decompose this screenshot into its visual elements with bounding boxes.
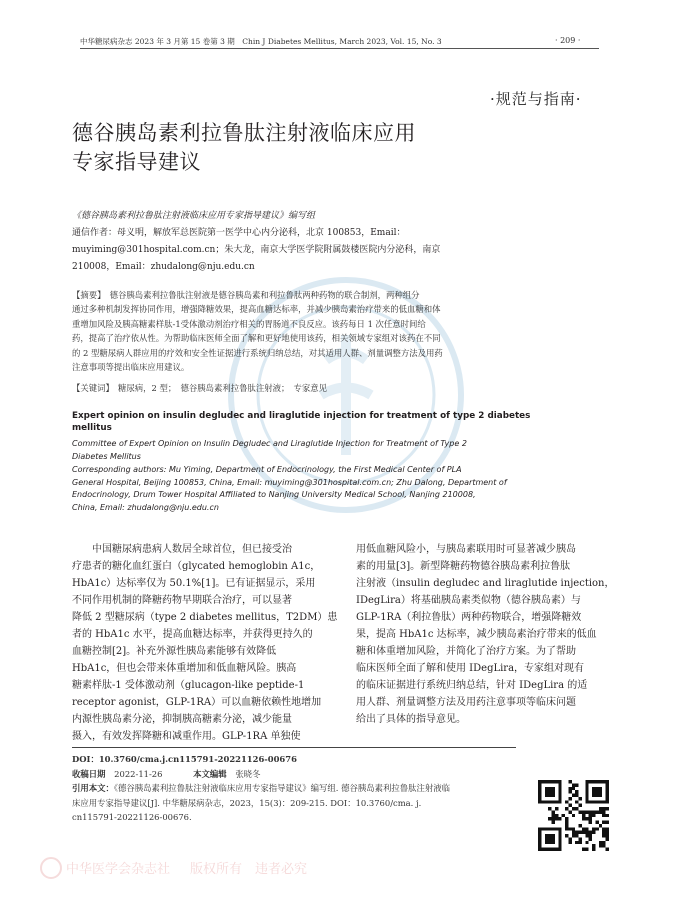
corresponding-en-line: China, Email: zhudalong@nju.edu.cn <box>72 502 219 512</box>
title-line: 德谷胰岛素利拉鲁肽注射液临床应用 <box>72 121 416 145</box>
body-line: receptor agonist，GLP-1RA）可以血糖依赖性地增加 <box>72 697 322 708</box>
corresponding-en-line: General Hospital, Beijing 100853, China, Email: muyiming@301hospital.com.cn; Zhu Dalong, Department of <box>72 477 507 487</box>
body-line: 果，提高 HbA1c 达标率，减少胰岛素治疗带来的低血 <box>356 629 597 640</box>
keywords: 【关键词】 糖尿病，2 型； 德谷胰岛素利拉鲁肽注射液； 专家意见 <box>72 383 328 393</box>
body-line: 中国糖尿病患病人数居全球首位，但已接受治 <box>72 544 292 555</box>
received-date: 2022-11-26 <box>114 768 163 779</box>
cite-line: 床应用专家指导建议[J]. 中华糖尿病杂志，2023，15(3)：209-215. DOI：10.3760/cma. j. <box>72 797 422 808</box>
body-line: 内源性胰岛素分泌，抑制胰高糖素分泌，减少能量 <box>72 714 292 725</box>
body-line: 疗患者的糖化血红蛋白（glycated hemoglobin A1c， <box>72 561 321 572</box>
body-line: 摄入，有效发挥降糖和减重作用。GLP-1RA 单独使 <box>72 731 301 742</box>
english-title <box>72 410 531 434</box>
body-line: 不同作用机制的降糖药物早期联合治疗，可以显著 <box>72 595 292 606</box>
publisher-brand: 中华医学会杂志社 <box>66 862 171 877</box>
corresponding-line: 通信作者：母义明，解放军总医院第一医学中心内分泌科，北京 100853，Email： <box>72 228 406 238</box>
abstract-line: 的 2 型糖尿病人群应用的疗效和安全性证据进行系统归纳总结，对其适用人群、剂量调整方法及用药 <box>72 347 443 358</box>
body-line: 的临床证据进行系统归纳总结，针对 IDegLira 的适 <box>356 680 588 691</box>
doi-line <box>72 752 532 767</box>
body-line: 给出了具体的指导意见。 <box>356 714 466 725</box>
footnote-rule <box>72 747 516 748</box>
publisher-footer <box>40 855 308 877</box>
body-column-left <box>72 541 338 745</box>
article-meta <box>72 752 532 825</box>
cite-label: 引用本文： <box>72 783 114 793</box>
body-line: 糖和体重增加风险，并简化了治疗方案。为了帮助 <box>356 646 576 657</box>
abstract-line: 注意事项等提出临床应用建议。 <box>72 362 190 373</box>
committee-line: Diabetes Mellitus <box>72 451 141 461</box>
received-label: 收稿日期 <box>72 768 106 779</box>
committee-line: Committee of Expert Opinion on Insulin Degludec and Liraglutide Injection for Treatment of Type 2 <box>72 439 467 448</box>
page-number: · 209 · <box>555 36 581 45</box>
copyright-note: 版权所有 违者必究 <box>190 862 308 877</box>
body-line: 降低 2 型糖尿病（type 2 diabetes mellitus，T2DM）患 <box>72 612 338 623</box>
body-column-right <box>356 541 615 728</box>
header-rule <box>80 48 599 49</box>
body-line: HbA1c，但也会带来体重增加和低血糖风险。胰高 <box>72 663 297 674</box>
editor-name: 张晓冬 <box>235 768 261 779</box>
body-line: GLP-1RA（利拉鲁肽）两种药物联合，增强降糖效 <box>356 612 582 623</box>
corresponding-en-line: Endocrinology, Drum Tower Hospital Affiliated to Nanjing University Medical School, Nanjing 210008, <box>72 490 476 499</box>
body-line: IDegLira）将基础胰岛素类似物（德谷胰岛素）与 <box>356 595 581 606</box>
body-line: 糖素样肽-1 受体激动剂（glucagon-like peptide-1 <box>72 680 305 691</box>
section-tag: ·规范与指南· <box>490 90 582 108</box>
corresponding-en-line: Corresponding authors: Mu Yiming, Department of Endocrinology, the First Medical Center of PLA <box>72 465 462 474</box>
title-line: 专家指导建议 <box>72 150 201 174</box>
cite-line: cn115791-20221126-00676. <box>72 812 192 822</box>
article-title <box>72 119 416 177</box>
dates-line <box>72 767 532 782</box>
abstract-zh <box>72 288 504 374</box>
qr-code[interactable] <box>538 780 609 851</box>
corresponding-line: muyiming@301hospital.com.cn；朱大龙，南京大学医学院附属鼓楼医院内分泌科，南京 <box>72 245 441 255</box>
body-line: 血糖控制[2]。补充外源性胰岛素能够有效降低 <box>72 646 277 657</box>
editor-label: 本文编辑 <box>193 768 227 779</box>
body-line: 素的用量[3]。新型降糖药物德谷胰岛素利拉鲁肽 <box>356 561 571 572</box>
abstract-line: 重增加风险及胰高糖素样肽-1受体激动剂治疗相关的胃肠道不良反应。该药每日 1 次任意时间给 <box>72 318 426 329</box>
abstract-line: 【摘要】 德谷胰岛素利拉鲁肽注射液是德谷胰岛素和利拉鲁肽两种药物的联合制剂，两种组分 <box>72 290 420 300</box>
english-corresponding <box>72 464 512 514</box>
abstract-line: 药，提高了治疗依从性。为帮助临床医师全面了解和更好地使用该药，相关领域专家组对该药在不同 <box>72 333 441 344</box>
body-line: 者的 HbA1c 水平，提高血糖达标率，并获得更持久的 <box>72 629 313 640</box>
english-title-line: mellitus <box>72 423 112 433</box>
body-line: 用低血糖风险小，与胰岛素联用时可显著减少胰岛 <box>356 544 576 555</box>
author-group: 《德谷胰岛素利拉鲁肽注射液临床应用专家指导建议》编写组 <box>72 211 316 221</box>
cite-text: 《德谷胰岛素利拉鲁肽注射液临床应用专家指导建议》编写组. 德谷胰岛素利拉鲁肽注射液临 <box>113 783 451 793</box>
authors-block <box>72 208 512 276</box>
cite-line <box>72 781 532 796</box>
abstract-line: 通过多种机制发挥协同作用，增强降糖效果，提高血糖达标率，并减少胰岛素治疗带来的低血糖和体 <box>72 304 441 315</box>
english-committee <box>72 438 512 463</box>
body-line: HbA1c）达标率仅为 50.1%[1]。已有证据显示，采用 <box>72 578 316 589</box>
body-line: 注射液（insulin degludec and liraglutide injection， <box>356 578 615 589</box>
doi[interactable]: DOI：10.3760/cma.j.cn115791-20221126-00676 <box>72 754 297 764</box>
corresponding-line: 210008，Email：zhudalong@nju.edu.cn <box>72 262 255 272</box>
journal-header: 中华糖尿病杂志 2023 年 3 月第 15 卷第 3 期 Chin J Diabetes Mellitus, March 2023, Vol. 15, No. 3 <box>80 37 442 46</box>
publisher-logo-icon <box>40 857 62 879</box>
body-line: 用人群、剂量调整方法及用药注意事项等临床问题 <box>356 697 576 708</box>
english-title-line: Expert opinion on insulin degludec and liraglutide injection for treatment of type 2 diabetes <box>72 411 531 421</box>
body-line: 临床医师全面了解和使用 IDegLira，专家组对现有 <box>356 663 585 674</box>
